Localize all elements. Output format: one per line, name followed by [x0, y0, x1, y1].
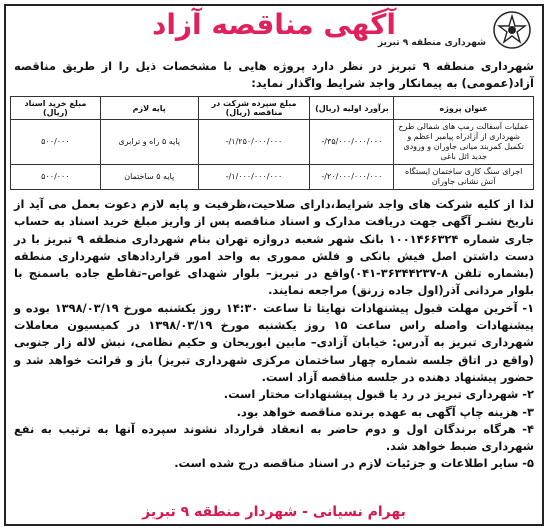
cell-deposit: ۱/۲۵۰/۰۰۰/۰۰۰/-: [198, 120, 310, 165]
cell-title: عملیات آسفالت رمپ های شمالی طرح شهرداری از آزادراه پیامبر اعظم و تکمیل کمربند میانی جاوران و ورودی جدید اثل باغی: [394, 120, 534, 165]
notice-header: [6, 6, 542, 56]
cell-estimate: ۲۰/۰۰۰/۰۰۰/۰۰۰/-: [310, 165, 394, 190]
cell-doc-price: ۵۰۰/۰۰۰: [11, 120, 101, 165]
cell-title: اجرای سنگ کاری ساختمان ایستگاه آتش نشانی جاوران: [394, 165, 534, 190]
notice-title: آگهی مناقصه آزاد: [151, 8, 397, 41]
body-paragraph: لذا از کلیه شرکت های واجد شرایط،دارای صلاحیت،ظرفیت و پایه لازم دعوت بعمل می آید از تاریخ نشـر آگهی جهت دریافت مدارک و اسناد مناقصه پس از واریز مبلغ خرید اسناد به حساب جاری شماره ۱۰۰۱۴۶۶۳۲۴ بانک شهر شعبه دروازه تهران بنام شهرداری منطقه ۹ تبریز با در دست داشتن اصل فیش بانکی و فلش مموری به واحد امور قراردادهای شهرداری منطقه (بشماره تلفن ۸-۳۶۳۴۴۲۳۷-۰۴۱)واقع در تبریز– بلوار شهدای غواص–تقاطع جاده باسمنج با بلوار مردانی آذر(اول جاده زرنق) مراجعه نمایند.: [14, 197, 535, 298]
list-item: ۴- هرگاه برندگان اول و دوم حاضر به انعقاد قرارداد نشوند سپرده آنها به ترتیب به نفع شهرداری ضبط خواهد شد.: [14, 421, 534, 454]
header-deposit: مبلغ سپرده شرکت در مناقصه (ریال): [198, 97, 310, 120]
org-name: شهرداری منطقه ۹ تبریز: [377, 38, 486, 48]
table-row: [11, 120, 534, 165]
table-header-row: [11, 97, 534, 120]
cell-estimate: ۳۵/۰۰۰/۰۰۰/۰۰۰/-: [310, 120, 394, 165]
list-item: ۳- هزینه چاپ آگهی به عهده برنده مناقصه خواهد بود.: [236, 404, 534, 419]
intro-paragraph: شهرداری منطقه ۹ تبریز در نظر دارد پروژه هایی با مشخصات ذیل را از طریق مناقصه آزاد(عمومی) به پیمانکار واجد شرایط واگذار نماید:: [14, 59, 534, 90]
projects-table: [10, 96, 534, 190]
header-grade: پایه لازم: [100, 97, 198, 120]
table-row: [11, 165, 534, 190]
cell-grade: پایه ۵ ساختمان: [100, 165, 198, 190]
conditions-list: [6, 300, 542, 473]
list-item: ۱- آخرین مهلت قبول پیشنهادات نهایتا تا ساعت ۱۴:۳۰ روز یکشنبه مورخ ۱۳۹۸/۰۳/۱۹ بوده و پیشنهادات واصله راس ساعت ۱۵ روز یکشنبه مورخ ۱۳۹۸/۰۳/۱۹ در کمیسیون معاملات شهرداری تبریز به آدرس: خیابان آزادی– مابین ابوریحان و حکیم نظامی، نبش لاله زار جنوبی (واقع در اتاق جلسه شماره چهار ساختمان مرکزی شهرداری تبریز) باز و قرائت خواهد شد و حضور پیشنهاد دهنده در جلسه مناقصه آزاد است.: [14, 300, 535, 384]
list-item: ۲- شهرداری تبریز در رد یا قبول پیشنهادات مختار است.: [223, 387, 534, 402]
tender-notice: [4, 4, 544, 526]
cell-doc-price: ۵۰۰/۰۰۰: [11, 165, 101, 190]
signature: بهرام نسیانی - شهردار منطقه ۹ تبریز: [142, 504, 406, 520]
list-item: ۵- سایر اطلاعات و جزئیات لازم در اسناد مناقصه درج شده است.: [174, 456, 534, 471]
header-title: عنوان پروژه: [394, 97, 534, 120]
cell-deposit: ۱/۰۰۰/۰۰۰/۰۰۰/-: [198, 165, 310, 190]
header-estimate: برآورد اولیه (ریال): [310, 97, 394, 120]
cell-grade: پایه ۵ راه و ترابری: [100, 120, 198, 165]
header-doc-price: مبلغ خرید اسناد (ریال): [11, 97, 101, 120]
